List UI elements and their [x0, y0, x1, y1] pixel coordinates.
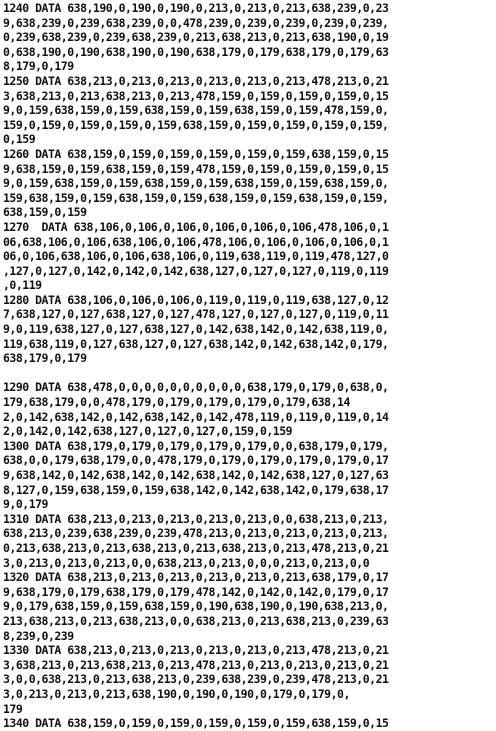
- listing-line: 0,239,638,239,0,239,638,239,0,213,638,213,0,213,638,190,0,19: [3, 30, 389, 45]
- listing-line: 213,638,213,0,213,638,213,0,0,638,213,0,213,638,213,0,239,63: [3, 613, 389, 628]
- listing-line: 9,638,159,0,159,638,159,0,159,478,159,0,159,0,159,0,159,0,15: [3, 161, 389, 176]
- listing-line: 8,239,0,239: [3, 628, 74, 643]
- listing-line: 3,638,213,0,213,638,213,0,213,478,213,0,213,0,213,0,213,0,21: [3, 657, 389, 672]
- listing-line: 159,638,159,0,159,638,159,0,159,638,159,0,159,638,159,0,159,: [3, 190, 389, 205]
- listing-line: 638,0,0,179,638,179,0,0,478,179,0,179,0,179,0,179,0,179,0,17: [3, 453, 389, 468]
- listing-line: 1240 DATA 638,190,0,190,0,190,0,213,0,213,0,213,638,239,0,23: [3, 1, 389, 15]
- listing-line: 179: [3, 701, 23, 716]
- listing-line: 0,638,190,0,190,638,190,0,190,638,179,0,179,638,179,0,179,63: [3, 44, 389, 59]
- listing-line: 1250 DATA 638,213,0,213,0,213,0,213,0,213,0,213,478,213,0,21: [3, 73, 389, 88]
- listing-line: 1290 DATA 638,478,0,0,0,0,0,0,0,0,0,0,638,179,0,179,0,638,0,: [3, 380, 389, 395]
- listing-line: 3,0,0,638,213,0,213,638,213,0,239,638,239,0,239,478,213,0,21: [3, 672, 389, 687]
- listing-line: 9,0,179,638,159,0,159,638,159,0,190,638,190,0,190,638,213,0,: [3, 599, 389, 614]
- listing-line: ,127,0,127,0,142,0,142,0,142,638,127,0,127,0,127,0,119,0,119: [3, 263, 389, 278]
- listing-line: 06,638,106,0,106,638,106,0,106,478,106,0,106,0,106,0,106,0,1: [3, 234, 389, 249]
- basic-data-listing: [3, 1, 493, 731]
- listing-line: 2,0,142,0,142,638,127,0,127,0,127,0,159,0,159: [3, 424, 293, 439]
- listing-line: 3,0,213,0,213,0,213,0,0,638,213,0,213,0,0,0,213,0,213,0,0: [3, 555, 370, 570]
- listing-line: 1340 DATA 638,159,0,159,0,159,0,159,0,159,0,159,638,159,0,15: [3, 716, 389, 731]
- listing-line: 1320 DATA 638,213,0,213,0,213,0,213,0,213,0,213,638,179,0,17: [3, 570, 389, 585]
- listing-line: 9,0,159,638,159,0,159,638,159,0,159,638,159,0,159,638,159,0,: [3, 176, 389, 191]
- listing-line: 2,0,142,638,142,0,142,638,142,0,142,478,119,0,119,0,119,0,14: [3, 409, 389, 424]
- listing-line: 8,127,0,159,638,159,0,159,638,142,0,142,638,142,0,179,638,17: [3, 482, 389, 497]
- listing-line: 638,213,0,239,638,239,0,239,478,213,0,213,0,213,0,213,0,213,: [3, 526, 389, 541]
- listing-line: 1330 DATA 638,213,0,213,0,213,0,213,0,213,0,213,478,213,0,21: [3, 643, 389, 658]
- listing-line: 159,0,159,0,159,0,159,0,159,638,159,0,159,0,159,0,159,0,159,: [3, 117, 389, 132]
- listing-line: 8,179,0,179: [3, 59, 74, 74]
- blank-line: [3, 366, 493, 381]
- listing-line: 1280 DATA 638,106,0,106,0,106,0,119,0,119,0,119,638,127,0,12: [3, 292, 389, 307]
- listing-line: 179,638,179,0,0,478,179,0,179,0,179,0,179,0,179,638,14: [3, 395, 350, 410]
- listing-line: 638,159,0,159: [3, 205, 87, 220]
- listing-line: 638,179,0,179: [3, 351, 87, 366]
- listing-line: 9,638,179,0,179,638,179,0,179,478,142,0,142,0,142,0,179,0,17: [3, 584, 389, 599]
- listing-line: 3,0,213,0,213,0,213,638,190,0,190,0,190,0,179,0,179,0,: [3, 686, 350, 701]
- listing-line: 0,213,638,213,0,213,638,213,0,213,638,213,0,213,478,213,0,21: [3, 540, 389, 555]
- listing-line: 9,638,142,0,142,638,142,0,142,638,142,0,142,638,127,0,127,63: [3, 468, 389, 482]
- listing-line: 0,159: [3, 132, 36, 147]
- listing-line: 9,0,119,638,127,0,127,638,127,0,142,638,142,0,142,638,119,0,: [3, 322, 389, 337]
- listing-line: 9,0,159,638,159,0,159,638,159,0,159,638,159,0,159,478,159,0,: [3, 103, 389, 118]
- listing-line: 1310 DATA 638,213,0,213,0,213,0,213,0,213,0,0,638,213,0,213,: [3, 511, 389, 526]
- listing-line: 06,0,106,638,106,0,106,638,106,0,119,638,119,0,119,478,127,0: [3, 249, 389, 264]
- listing-line: 9,638,239,0,239,638,239,0,0,478,239,0,239,0,239,0,239,0,239,: [3, 15, 389, 30]
- listing-line: 119,638,119,0,127,638,127,0,127,638,142,0,142,638,142,0,179,: [3, 336, 389, 351]
- listing-line: 1300 DATA 638,179,0,179,0,179,0,179,0,179,0,0,638,179,0,179,: [3, 438, 389, 453]
- listing-line: 1260 DATA 638,159,0,159,0,159,0,159,0,159,0,159,638,159,0,15: [3, 146, 389, 161]
- listing-line: ,0,119: [3, 278, 42, 293]
- listing-line: 7,638,127,0,127,638,127,0,127,478,127,0,127,0,127,0,119,0,11: [3, 307, 389, 322]
- listing-line: 3,638,213,0,213,638,213,0,213,478,159,0,159,0,159,0,159,0,15: [3, 88, 389, 103]
- listing-line: 9,0,179: [3, 497, 48, 512]
- listing-line: 1270 DATA 638,106,0,106,0,106,0,106,0,106,0,106,478,106,0,1: [3, 219, 389, 234]
